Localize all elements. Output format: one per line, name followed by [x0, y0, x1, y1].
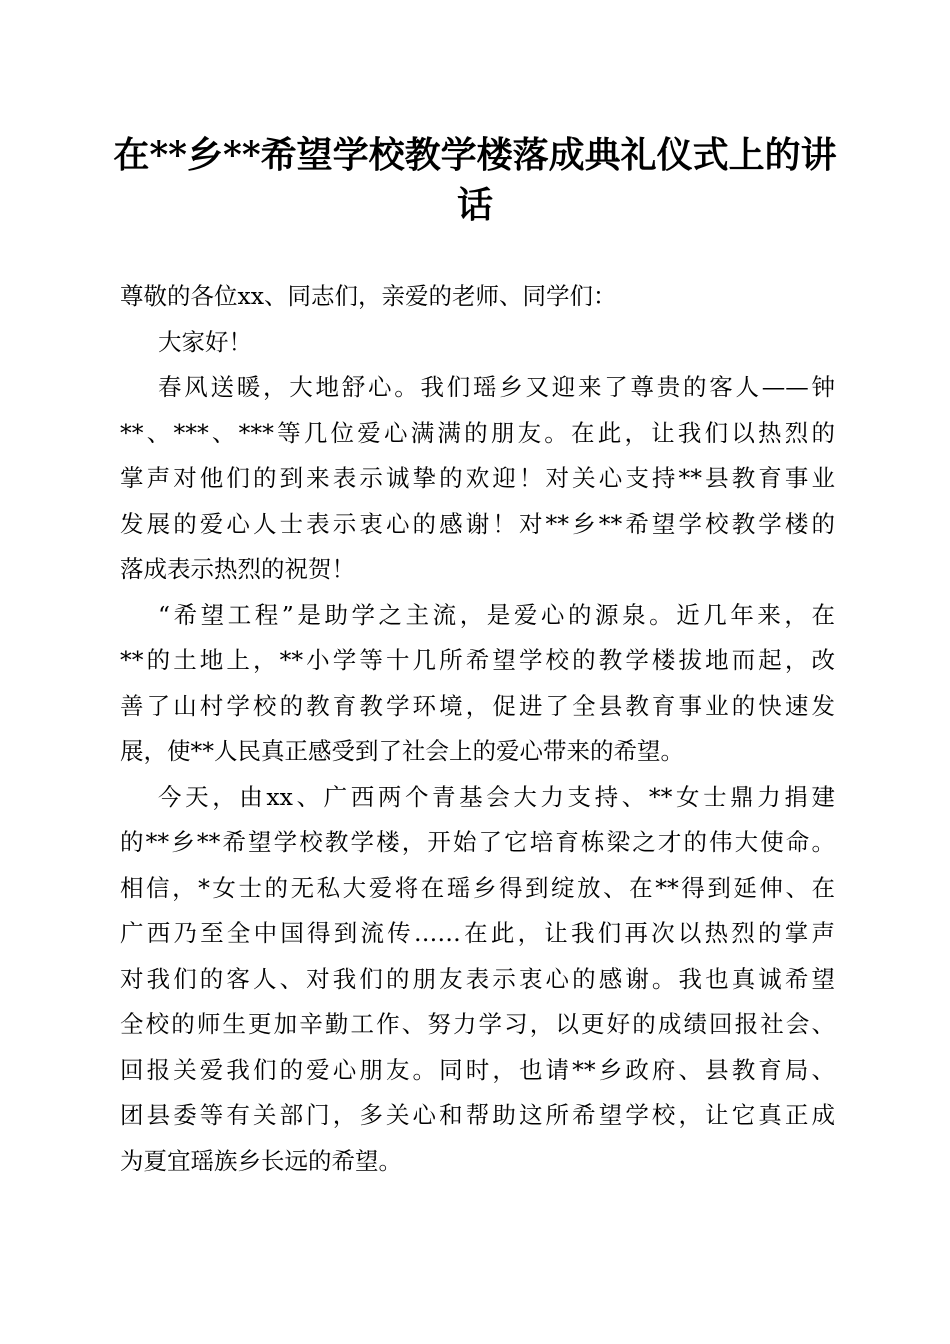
paragraph-1 [120, 365, 835, 593]
paragraph-line: 的**乡**希望学校教学楼，开始了它培育栋梁之才的伟大使命。 [120, 828, 835, 856]
paragraph-line: 春风送暖，大地舒心。我们瑶乡又迎来了尊贵的客人——钟 [158, 373, 835, 401]
paragraph-line: 为夏宜瑶族乡长远的希望。 [120, 1146, 402, 1175]
greeting: 大家好！ [158, 327, 252, 356]
paragraph-line: 广西乃至全中国得到流传……在此，让我们再次以热烈的掌声 [120, 919, 835, 947]
paragraph-line: **的土地上，**小学等十几所希望学校的教学楼拔地而起，改 [120, 646, 835, 674]
title-line-2: 话 [456, 184, 493, 226]
title-line-1: 在**乡**希望学校教学楼落成典礼仪式上的讲 [113, 134, 837, 176]
paragraph-line: 相信，*女士的无私大爱将在瑶乡得到绽放、在**得到延伸、在 [120, 873, 835, 902]
paragraph-line: 回报关爱我们的爱心朋友。同时，也请**乡政府、县教育局、 [120, 1055, 835, 1084]
paragraph-line: “希望工程”是助学之主流，是爱心的源泉。近几年来，在 [158, 600, 835, 629]
document-body [120, 274, 835, 1184]
paragraph-line: 掌声对他们的到来表示诚挚的欢迎！对关心支持**县教育事业 [120, 464, 835, 492]
paragraph-line: 善了山村学校的教育教学环境，促进了全县教育事业的快速发 [120, 691, 835, 720]
document-title [110, 130, 840, 230]
paragraph-line: 发展的爱心人士表示衷心的感谢！对**乡**希望学校教学楼的 [120, 509, 835, 538]
paragraph-line: 对我们的客人、对我们的朋友表示衷心的感谢。我也真诚希望 [120, 964, 835, 993]
salutation: 尊敬的各位xx、同志们，亲爱的老师、同学们： [120, 282, 617, 310]
paragraph-line: 落成表示热烈的祝贺！ [120, 555, 355, 583]
paragraph-line: 全校的师生更加辛勤工作、努力学习，以更好的成绩回报社会、 [120, 1010, 835, 1038]
paragraph-3 [120, 775, 835, 1185]
paragraph-2 [120, 593, 835, 775]
paragraph-line: 展，使**人民真正感受到了社会上的爱心带来的希望。 [120, 737, 684, 765]
paragraph-line: **、***、***等几位爱心满满的朋友。在此，让我们以热烈的 [120, 418, 835, 447]
paragraph-line: 今天，由xx、广西两个青基会大力支持、**女士鼎力捐建 [158, 782, 835, 811]
paragraph-line: 团县委等有关部门，多关心和帮助这所希望学校，让它真正成 [120, 1101, 835, 1129]
